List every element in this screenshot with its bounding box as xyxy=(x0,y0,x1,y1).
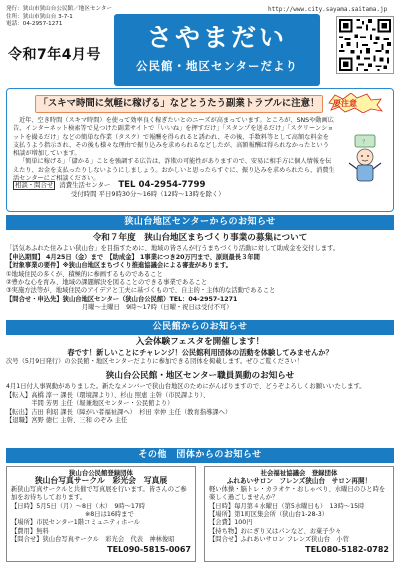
publisher-info xyxy=(6,6,112,29)
card-tel: TEL090-5815-0067 xyxy=(107,544,191,554)
photo-exhibition-card xyxy=(6,466,196,562)
card-note: ※8日は16時まで xyxy=(85,511,134,519)
machizukuri-line: 月曜～土曜日 9時～17時（日曜・祝日は受付不可） xyxy=(82,304,233,312)
machizukuri-line: ①地域住民の多くが、積極的に参画するものであること xyxy=(6,270,163,278)
staff-change-line: 【転出】吉田 利昭 課長（障がい者福祉課へ） 杉田 幸仲 主任（教育指導課へ） xyxy=(6,408,232,416)
svg-text:？: ？ xyxy=(362,139,368,146)
card-title: ふれあいサロン フレンズ狭山台 サロン再開！ xyxy=(226,477,372,486)
staff-change-notice xyxy=(6,372,394,425)
card-place: 【場所】市民センター1階コミュニティホール xyxy=(11,519,140,527)
staff-change-line: 【転入】高橋 淳一 課長（環境課より）、杉山 照恵 主幹（市民課より）、 xyxy=(6,391,210,399)
taiken-festa-subtitle: 春です！新しいことにチャレンジ！公民館利用団体の活動を体験してみませんか？ xyxy=(67,348,333,358)
taiken-festa-title: 入会体験フェスタを開催します！ xyxy=(135,337,265,347)
publisher-address: 住所：狭山市狭山台 3-7-1 xyxy=(6,13,73,20)
card-fee: 【会費】100円 xyxy=(209,519,253,527)
card-contact: 【問合せ】狭山台写真サークル 彩光会 代表 神林俊昭 xyxy=(11,536,175,544)
chiiki-center-banner: 狭山台地区センターからのお知らせ xyxy=(6,215,394,230)
staff-change-line: 半間 芳男 主任（堀兼地区センター・公民館より） xyxy=(6,400,174,408)
machizukuri-line: 【対象事業の要件】※狭山台地区まちづくり推進協議会による審査があります。 xyxy=(6,262,232,270)
card-place: 【場所】第1町区集会所（狭山台1-28-3） xyxy=(209,511,329,519)
page-subtitle: 公民館・地区センターだより xyxy=(135,59,299,73)
page-title: さやまだい xyxy=(146,23,287,52)
card-tel: TEL080-5182-0782 xyxy=(305,544,389,554)
machizukuri-intro: 「活気あふれた住みよい狭山台」を目指すために、地域の皆さんが行うまちづくり活動に対して助成金を交付します。 xyxy=(6,245,340,253)
contact-hours: 受付時間 平日9時30分～16時（12時～13時を除く） xyxy=(71,190,225,199)
staff-change-line: 【退職】宮野 徳仁 主幹、三和 のぞみ 主任 xyxy=(6,417,128,425)
card-fee: 【費用】無料 xyxy=(11,527,49,535)
card-items: 【持ち物】おにぎり又はパンなど、お菓子少々 xyxy=(209,527,342,535)
card-date: 【日時】毎月第４水曜日（第5水曜日も） 13時～15時 xyxy=(209,502,365,510)
machizukuri-notice xyxy=(6,234,394,313)
publisher-phone: 電話：04-2957-1271 xyxy=(6,21,63,28)
machizukuri-line: 【申込期間】 4月25日（金）まで 【助成金】 1事業につき20万円まで、原則最長３年間 xyxy=(6,253,260,261)
scam-warning-paragraph: 近年、空き時間（スキマ時間）を使って効率良く稼ぎたいとのニーズが高まっています。ところが、SNSや動画広告、インターネット検索等で見つけた副業サイトで「いいね」を押すだけ」「スタンプを送るだけ」「スクリーンショットを撮るだけ」などの簡単な作業（タスク）で報酬を得られると誘われ、その後、手数料等として高額な料金を支払うよう指示され、その後も様々な理由で振り込みを求められるなどしたが、高額報酬は得られなかったという相談が増加しています。 xyxy=(13,117,334,158)
salon-card xyxy=(204,466,394,562)
taiken-festa-notice xyxy=(6,338,394,366)
card-description: 新狭山写真サークルと共催で写真展を行います。皆さんのご参加をお待ちしております。 xyxy=(11,485,187,502)
warning-burst-icon xyxy=(327,93,383,113)
kominkan-banner: 公民館からのお知らせ xyxy=(6,320,394,335)
qr-code-icon[interactable] xyxy=(336,16,394,74)
staff-change-title: 狭山台公民館・地区センター職員異動のお知らせ xyxy=(105,371,295,381)
header xyxy=(6,4,394,86)
issue-label: 令和7年4月号 xyxy=(8,47,101,63)
character-illustration-icon xyxy=(341,133,389,185)
taiken-festa-text: 次号（5月9日発行）の公民館・地区センターだよりに参加できる団体を掲載します。ぜひご覧ください！ xyxy=(6,357,303,365)
other-groups-banner: その他 団体からのお知らせ xyxy=(6,448,394,463)
scam-warning-section xyxy=(6,88,394,212)
title-banner xyxy=(114,14,320,86)
card-date: 【日時】5月5日（月）～8日（木） 9時～17時 xyxy=(11,502,146,510)
machizukuri-line: ③実施方法等が、地域住民のアイデアと工夫に基づくもので、自主的・主体的な活動であること xyxy=(6,287,276,295)
contact-org: 消費生活センター xyxy=(59,181,111,189)
scam-warning-body xyxy=(13,117,335,183)
card-category: 狭山台公民館登録団体 xyxy=(69,469,133,477)
city-url[interactable]: http://www.city.sayama.saitama.jp xyxy=(268,6,388,13)
scam-warning-paragraph: 「簡単に稼げる」「儲かる」ことを強調する広告は、詐欺の可能性がありますので、安易に相手方に個人情報を伝えたり、お金を支払ったりしないようにしましょう。おかしいと思ったらすぐに、振り込みを求められたら、消費生活センターにご相談ください。 xyxy=(13,158,335,183)
machizukuri-line: ②豊かな心を育み、地域の課題解決を図ることのできる事業であること xyxy=(6,279,208,287)
consumer-center-contact xyxy=(13,181,389,199)
contact-phone: TEL 04-2954-7799 xyxy=(118,180,206,190)
staff-change-text: 4月1日付人事異動がありました。新たなメンバーで狭山台地区のためにがんばりますので、どうぞよろしくお願いいたします。 xyxy=(6,383,366,391)
contact-label: 相談・問合せ xyxy=(15,181,54,189)
card-description: 軽い体操・脳トレ・カラオケ・おしゃべり、水曜日のひと時を楽しく過ごしませんか？ xyxy=(209,485,386,502)
scam-warning-heading: 「スキマ時間に気軽に稼げる」などとうたう副業トラブルに注意！ xyxy=(35,95,323,113)
machizukuri-title: 令和７年度 狭山台地区まちづくり事業の募集について xyxy=(92,233,308,243)
publisher-name: 発行：狭山市狭山台公民館／地区センター xyxy=(6,6,113,12)
card-category: 社会福祉協議会 登録団体 xyxy=(260,469,338,477)
card-title: 狭山台写真サークル 彩光会 写真展 xyxy=(34,476,168,486)
warning-badge-label: 要注意 xyxy=(333,99,357,108)
card-contact: 【問合せ】ふれあいサロン フレンズ狭山台 小菅 xyxy=(209,536,349,544)
machizukuri-line: 【問合せ・申込先】狭山台地区センター（狭山台公民館）TEL：04-2957-1271 xyxy=(6,295,238,303)
